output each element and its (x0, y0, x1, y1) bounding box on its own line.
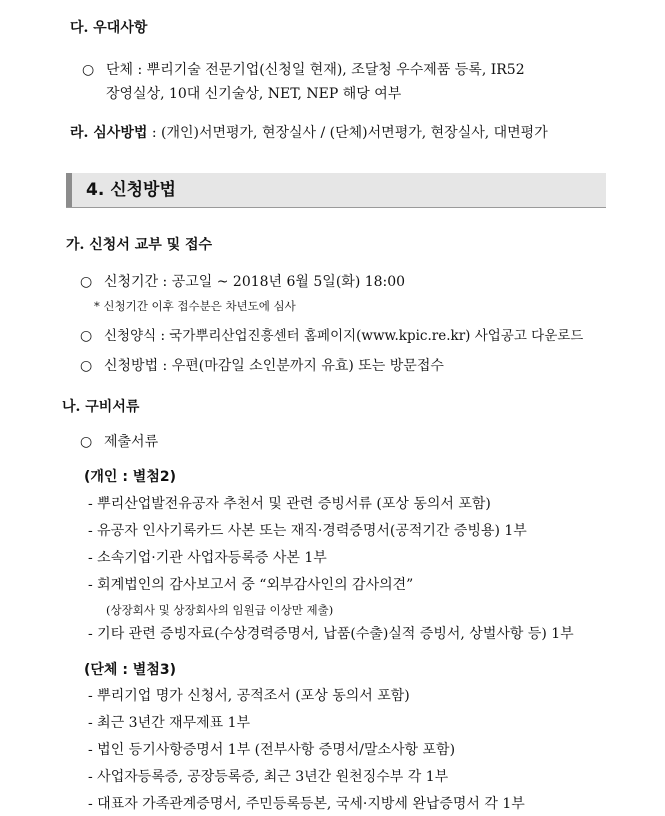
section-4-header (66, 173, 606, 208)
section-4-title: 4. 신청방법 (86, 180, 176, 200)
group-item: - 법인 등기사항증명서 1부 (전부사항 증명서/말소사항 포함) (88, 742, 456, 758)
group-item: - 대표자 가족관계증명서, 주민등록등본, 국세·지방세 완납증명서 각 1부 (88, 796, 525, 812)
individual-title: (개인 : 별첨2) (84, 469, 176, 485)
section-ga-heading: 가. 신청서 교부 및 접수 (66, 237, 213, 253)
section-ga-item-3 (80, 356, 444, 376)
section-ga-item-text: 신청양식 : 국가뿌리산업진흥센터 홈페이지(www.kpic.re.kr) 사업공고 다운로드 (104, 328, 584, 344)
individual-item: - 뿌리산업발전유공자 추천서 및 관련 증빙서류 (포상 동의서 포함) (88, 496, 491, 512)
section-na-sub-text: 제출서류 (104, 434, 159, 450)
circle-bullet-icon: ○ (82, 62, 95, 78)
group-title: (단체 : 별첨3) (84, 662, 176, 678)
individual-item: - 유공자 인사기록카드 사본 또는 재직·경력증명서(공적기간 증빙용) 1부 (88, 523, 527, 539)
section-ga-note: * 신청기간 이후 접수분은 차년도에 심사 (94, 299, 296, 313)
circle-bullet-icon: ○ (80, 274, 93, 290)
group-item: - 최근 3년간 재무제표 1부 (88, 715, 251, 731)
section-ga-item-1 (80, 272, 405, 292)
section-ga-item-2 (80, 326, 583, 346)
individual-item: - 소속기업·기관 사업자등록증 사본 1부 (88, 550, 327, 566)
section-da-text-line1: 단체 : 뿌리기술 전문기업(신청일 현재), 조달청 우수제품 등록, IR52 (106, 62, 525, 78)
group-item: - 뿌리기업 명가 신청서, 공적조서 (포상 동의서 포함) (88, 688, 410, 704)
section-ra-text: : (개인)서면평가, 현장실사 / (단체)서면평가, 현장실사, 대면평가 (147, 125, 548, 141)
individual-note: (상장회사 및 상장회사의 임원급 이상만 제출) (106, 603, 334, 617)
section-da-bullet-line (82, 60, 525, 80)
section-ga-item-text: 신청기간 : 공고일 ~ 2018년 6월 5일(화) 18:00 (104, 274, 406, 290)
circle-bullet-icon: ○ (80, 328, 93, 344)
group-item: - 사업자등록증, 공장등록증, 최근 3년간 원천징수부 각 1부 (88, 769, 449, 785)
circle-bullet-icon: ○ (80, 358, 93, 374)
section-na-sub (80, 432, 158, 452)
section-ga-item-text: 신청방법 : 우편(마감일 소인분까지 유효) 또는 방문접수 (104, 358, 444, 374)
circle-bullet-icon: ○ (80, 434, 93, 450)
individual-item-last: - 기타 관련 증빙자료(수상경력증명서, 납품(수출)실적 증빙서, 상벌사항 등) 1부 (88, 626, 574, 642)
section-ra-heading: 라. 심사방법 (70, 125, 148, 141)
individual-item: - 회계법인의 감사보고서 중 “외부감사인의 감사의견” (88, 577, 414, 593)
section-4-accent (66, 173, 72, 207)
section-da-text-line2: 장영실상, 10대 신기술상, NET, NEP 해당 여부 (106, 86, 402, 102)
section-na-heading: 나. 구비서류 (62, 399, 140, 415)
section-ra-line (70, 123, 548, 143)
section-da-heading: 다. 우대사항 (70, 20, 148, 36)
